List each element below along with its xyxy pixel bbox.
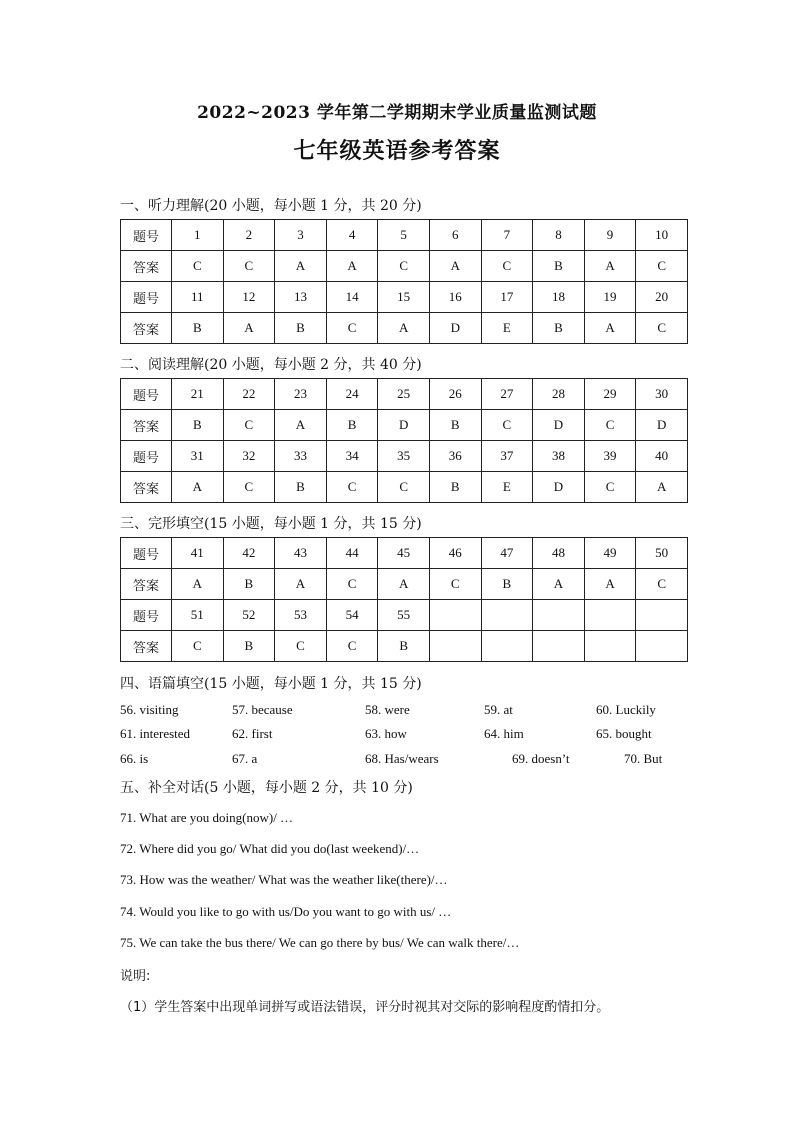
fill-answer: 69. doesn’t [512, 751, 570, 766]
question-number-cell: 52 [223, 600, 275, 631]
answer-key-title: 七年级英语参考答案 [293, 138, 501, 164]
answer-cell: C [636, 313, 688, 344]
dialogue-answer: 73. How was the weather/ What was the weather like(there)/… [120, 872, 448, 887]
question-number-label: 题号 [121, 282, 172, 313]
answer-cell: C [636, 251, 688, 282]
answer-table-row [121, 410, 688, 441]
answer-cell: A [275, 410, 327, 441]
answer-cell: B [481, 569, 533, 600]
answer-table-row [121, 220, 688, 251]
answer-cell: B [275, 472, 327, 503]
answer-label: 答案 [121, 251, 172, 282]
question-number-cell: 35 [378, 441, 430, 472]
answer-cell [584, 631, 636, 662]
fill-answer: 59. at [484, 702, 513, 717]
question-number-cell: 29 [584, 379, 636, 410]
question-number-cell: 10 [636, 220, 688, 251]
listening-answer-table [120, 219, 688, 344]
question-number-cell: 28 [533, 379, 585, 410]
question-number-cell: 37 [481, 441, 533, 472]
answer-cell: B [429, 410, 481, 441]
question-number-cell: 32 [223, 441, 275, 472]
answer-cell: C [584, 410, 636, 441]
question-number-cell: 9 [584, 220, 636, 251]
fill-answer: 57. because [232, 702, 293, 717]
question-number-cell: 33 [275, 441, 327, 472]
question-number-cell: 23 [275, 379, 327, 410]
answer-cell: C [481, 251, 533, 282]
section-reading-heading: 二、阅读理解(20 小题，每小题 2 分，共 40 分) [120, 357, 422, 373]
question-number-cell: 7 [481, 220, 533, 251]
answer-cell: D [533, 410, 585, 441]
answer-cell: A [378, 313, 430, 344]
answer-cell: D [533, 472, 585, 503]
answer-cell: C [481, 410, 533, 441]
question-number-cell: 44 [326, 538, 378, 569]
answer-cell: C [584, 472, 636, 503]
question-number-cell: 27 [481, 379, 533, 410]
answer-cell: A [429, 251, 481, 282]
question-number-cell: 54 [326, 600, 378, 631]
fill-answer: 61. interested [120, 726, 191, 741]
fill-answer: 70. But [624, 751, 663, 766]
section-passage-fill-heading: 四、语篇填空(15 小题，每小题 1 分，共 15 分) [120, 676, 422, 692]
fill-answer: 60. Luckily [596, 702, 656, 717]
question-number-cell: 47 [481, 538, 533, 569]
answer-table-row [121, 600, 688, 631]
question-number-cell: 13 [275, 282, 327, 313]
fill-answer: 67. a [232, 751, 258, 766]
answer-cell: B [275, 313, 327, 344]
question-number-cell: 6 [429, 220, 481, 251]
question-number-cell: 51 [172, 600, 224, 631]
question-number-cell: 55 [378, 600, 430, 631]
notes-heading: 说明: [120, 969, 151, 984]
question-number-cell: 2 [223, 220, 275, 251]
note-item: （1）学生答案中出现单词拼写或语法错误，评分时视其对交际的影响程度酌情扣分。 [120, 1000, 610, 1015]
answer-cell [636, 631, 688, 662]
question-number-cell: 49 [584, 538, 636, 569]
fill-answer: 58. were [365, 702, 410, 717]
question-number-label: 题号 [121, 220, 172, 251]
answer-cell: D [636, 410, 688, 441]
answer-cell: A [533, 569, 585, 600]
answer-label: 答案 [121, 313, 172, 344]
answer-cell: A [275, 251, 327, 282]
question-number-cell: 5 [378, 220, 430, 251]
answer-cell: A [275, 569, 327, 600]
question-number-cell: 17 [481, 282, 533, 313]
question-number-cell: 25 [378, 379, 430, 410]
question-number-cell: 50 [636, 538, 688, 569]
answer-cell: A [636, 472, 688, 503]
answer-label: 答案 [121, 631, 172, 662]
question-number-cell: 1 [172, 220, 224, 251]
cloze-answer-table [120, 537, 688, 662]
answer-cell: A [584, 569, 636, 600]
question-number-cell: 15 [378, 282, 430, 313]
answer-cell: A [223, 313, 275, 344]
answer-label: 答案 [121, 569, 172, 600]
answer-table-row [121, 472, 688, 503]
answer-cell: B [172, 410, 224, 441]
question-number-cell: 24 [326, 379, 378, 410]
question-number-cell: 16 [429, 282, 481, 313]
answer-table-row [121, 569, 688, 600]
section-cloze-heading: 三、完形填空(15 小题，每小题 1 分，共 15 分) [120, 516, 422, 532]
question-number-cell: 18 [533, 282, 585, 313]
answer-cell: C [223, 472, 275, 503]
dialogue-answer: 74. Would you like to go with us/Do you want to go with us/ … [120, 904, 452, 919]
answer-cell: C [223, 410, 275, 441]
answer-cell: C [172, 631, 224, 662]
question-number-label: 题号 [121, 538, 172, 569]
question-number-cell: 30 [636, 379, 688, 410]
question-number-cell: 8 [533, 220, 585, 251]
answer-cell: B [172, 313, 224, 344]
answer-cell: B [378, 631, 430, 662]
question-number-cell: 39 [584, 441, 636, 472]
question-number-cell: 4 [326, 220, 378, 251]
answer-table-row [121, 538, 688, 569]
answer-cell: B [533, 313, 585, 344]
answer-cell: C [172, 251, 224, 282]
question-number-cell: 40 [636, 441, 688, 472]
answer-cell: C [636, 569, 688, 600]
question-number-cell: 11 [172, 282, 224, 313]
answer-cell: C [326, 631, 378, 662]
answer-cell: C [326, 313, 378, 344]
answer-table-row [121, 251, 688, 282]
answer-cell: C [429, 569, 481, 600]
question-number-cell: 48 [533, 538, 585, 569]
question-number-cell [584, 600, 636, 631]
answer-cell: E [481, 313, 533, 344]
fill-answer: 63. how [365, 726, 407, 741]
section-dialogue-heading: 五、补全对话(5 小题，每小题 2 分，共 10 分) [120, 780, 413, 796]
answer-cell: B [223, 569, 275, 600]
question-number-cell: 34 [326, 441, 378, 472]
answer-table-row [121, 282, 688, 313]
question-number-cell: 21 [172, 379, 224, 410]
question-number-cell: 20 [636, 282, 688, 313]
question-number-cell: 19 [584, 282, 636, 313]
fill-answer: 65. bought [596, 726, 652, 741]
answer-cell: C [378, 251, 430, 282]
answer-cell: D [429, 313, 481, 344]
section-listening-heading: 一、听力理解(20 小题，每小题 1 分，共 20 分) [120, 198, 422, 214]
answer-cell: B [533, 251, 585, 282]
answer-cell: A [584, 313, 636, 344]
answer-cell: C [275, 631, 327, 662]
reading-answer-table [120, 378, 688, 503]
answer-cell [481, 631, 533, 662]
fill-answer: 56. visiting [120, 702, 179, 717]
exam-title: 2022~2023 学年第二学期期末学业质量监测试题 [197, 103, 597, 123]
question-number-cell: 26 [429, 379, 481, 410]
question-number-cell: 43 [275, 538, 327, 569]
question-number-cell: 3 [275, 220, 327, 251]
question-number-cell [481, 600, 533, 631]
fill-answer: 66. is [120, 751, 149, 766]
answer-cell: B [326, 410, 378, 441]
question-number-cell: 53 [275, 600, 327, 631]
answer-cell: A [378, 569, 430, 600]
question-number-cell: 31 [172, 441, 224, 472]
question-number-cell [636, 600, 688, 631]
answer-cell: A [172, 472, 224, 503]
question-number-cell: 14 [326, 282, 378, 313]
question-number-label: 题号 [121, 600, 172, 631]
fill-answer: 62. first [232, 726, 273, 741]
answer-cell: D [378, 410, 430, 441]
answer-label: 答案 [121, 472, 172, 503]
answer-table-row [121, 379, 688, 410]
question-number-cell: 46 [429, 538, 481, 569]
answer-table-row [121, 313, 688, 344]
question-number-cell: 36 [429, 441, 481, 472]
answer-cell: C [378, 472, 430, 503]
answer-cell: A [326, 251, 378, 282]
question-number-cell: 45 [378, 538, 430, 569]
answer-label: 答案 [121, 410, 172, 441]
question-number-cell: 12 [223, 282, 275, 313]
dialogue-answer: 75. We can take the bus there/ We can go there by bus/ We can walk there/… [120, 935, 520, 950]
fill-answer: 64. him [484, 726, 524, 741]
question-number-cell: 42 [223, 538, 275, 569]
question-number-label: 题号 [121, 441, 172, 472]
fill-answer: 68. Has/wears [365, 751, 439, 766]
question-number-cell: 38 [533, 441, 585, 472]
answer-cell: C [326, 569, 378, 600]
dialogue-answer: 71. What are you doing(now)/ … [120, 810, 294, 825]
answer-cell [533, 631, 585, 662]
answer-cell: A [584, 251, 636, 282]
answer-cell [429, 631, 481, 662]
answer-cell: C [326, 472, 378, 503]
answer-table-row [121, 441, 688, 472]
answer-cell: B [429, 472, 481, 503]
answer-cell: E [481, 472, 533, 503]
answer-cell: A [172, 569, 224, 600]
question-number-cell: 41 [172, 538, 224, 569]
answer-cell: C [223, 251, 275, 282]
answer-table-row [121, 631, 688, 662]
answer-cell: B [223, 631, 275, 662]
question-number-label: 题号 [121, 379, 172, 410]
question-number-cell [429, 600, 481, 631]
question-number-cell [533, 600, 585, 631]
dialogue-answer: 72. Where did you go/ What did you do(last weekend)/… [120, 841, 420, 856]
question-number-cell: 22 [223, 379, 275, 410]
